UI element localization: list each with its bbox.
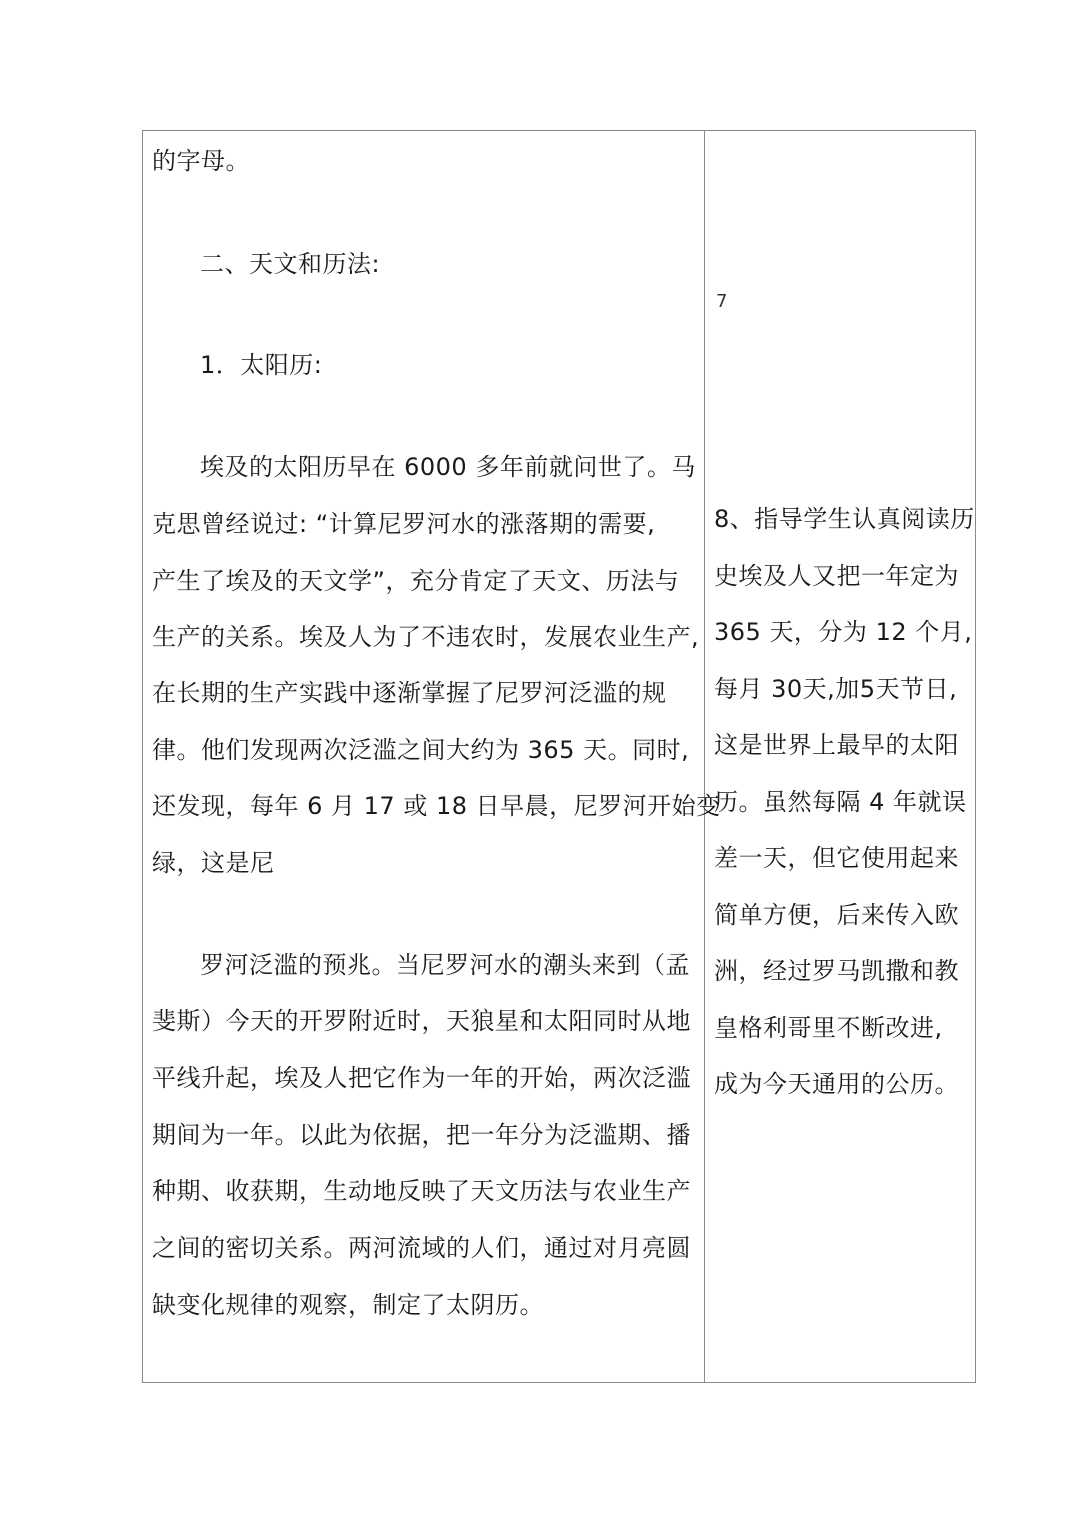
paragraph-line: 埃及的太阳历早在 6000 多年前就问世了。马 <box>200 453 696 481</box>
note-line: 皇格利哥里不断改进, <box>714 1014 943 1042</box>
section-heading: 二、天文和历法: <box>200 250 381 278</box>
paragraph-line: 平线升起，埃及人把它作为一年的开始，两次泛滥 <box>152 1064 691 1092</box>
paragraph-line: 生产的关系。埃及人为了不违农时，发展农业生产, <box>152 623 700 651</box>
paragraph-line: 罗河泛滥的预兆。当尼罗河水的潮头来到（孟 <box>200 951 690 979</box>
paragraph-line: 斐斯）今天的开罗附近时，天狼星和太阳同时从地 <box>152 1007 691 1035</box>
note-line: 洲，经过罗马凯撒和教 <box>714 957 959 985</box>
note-line: 这是世界上最早的太阳 <box>714 731 959 759</box>
paragraph-line: 产生了埃及的天文学”，充分肯定了天文、历法与 <box>152 567 680 595</box>
column-divider <box>704 130 705 1383</box>
paragraph-line: 缺变化规律的观察，制定了太阴历。 <box>152 1291 544 1319</box>
note-line: 365 天，分为 12 个月, <box>714 618 973 646</box>
paragraph-line: 律。他们发现两次泛滥之间大约为 365 天。同时, <box>152 736 690 764</box>
note-line: 史埃及人又把一年定为 <box>714 562 959 590</box>
paragraph-line: 还发现，每年 6 月 17 或 18 日早晨，尼罗河开始变 <box>152 792 721 820</box>
paragraph-line: 克思曾经说过: “计算尼罗河水的涨落期的需要, <box>152 510 656 538</box>
paragraph-line: 绿，这是尼 <box>152 849 275 877</box>
subsection-heading: 1．太阳历: <box>200 351 323 379</box>
step-number: 7 <box>716 291 728 312</box>
paragraph-line: 在长期的生产实践中逐渐掌握了尼罗河泛滥的规 <box>152 679 667 707</box>
note-line: 成为今天通用的公历。 <box>714 1070 959 1098</box>
note-line: 历。虽然每隔 4 年就误 <box>714 788 967 816</box>
note-line: 每月 30天,加5天节日, <box>714 675 958 703</box>
note-line: 差一天，但它使用起来 <box>714 844 959 872</box>
note-line: 简单方便，后来传入欧 <box>714 901 959 929</box>
text-line: 的字母。 <box>152 147 250 175</box>
paragraph-line: 期间为一年。以此为依据，把一年分为泛滥期、播 <box>152 1121 691 1149</box>
paragraph-line: 种期、收获期，生动地反映了天文历法与农业生产 <box>152 1177 691 1205</box>
note-line: 8、指导学生认真阅读历 <box>714 505 975 533</box>
paragraph-line: 之间的密切关系。两河流域的人们，通过对月亮圆 <box>152 1234 691 1262</box>
